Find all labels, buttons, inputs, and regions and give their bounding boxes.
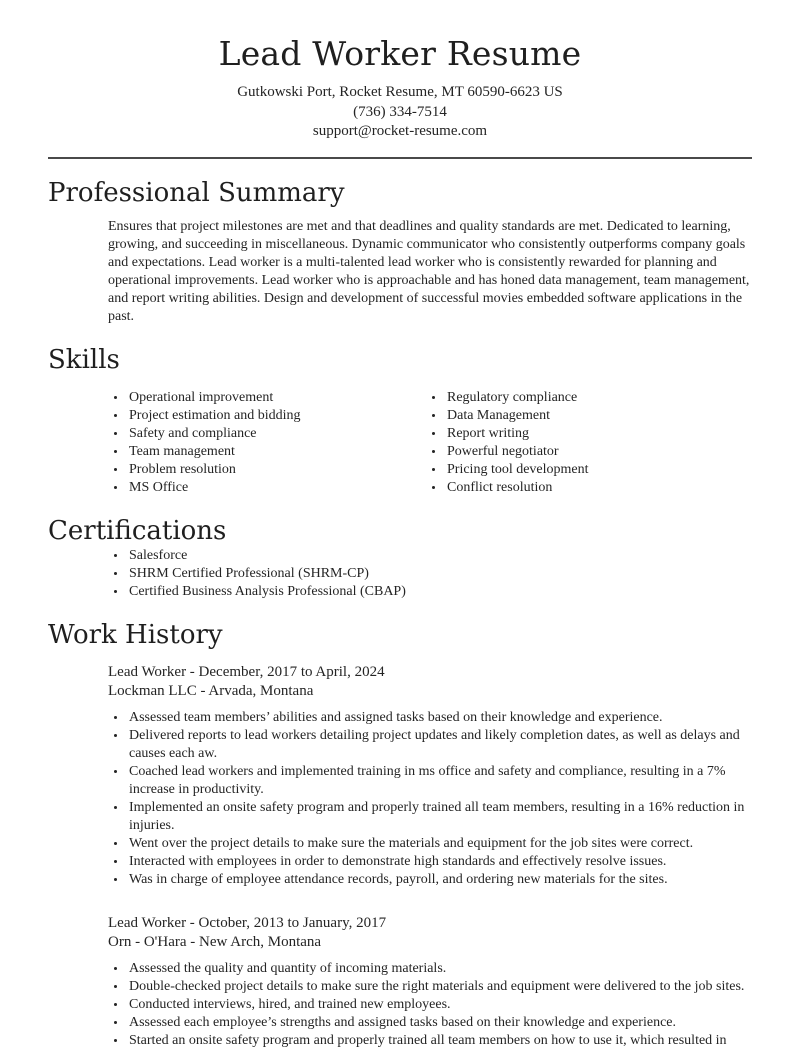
skills-columns <box>48 389 752 497</box>
skills-list-right <box>400 389 752 497</box>
job-entry <box>48 914 752 1050</box>
certification-item: • SHRM Certified Professional (SHRM-CP) <box>127 565 752 583</box>
section-professional-summary <box>48 177 752 326</box>
contact-block <box>48 83 752 142</box>
skill-item: • Project estimation and bidding <box>127 407 400 425</box>
resume-header <box>48 34 752 142</box>
job-bullet: • Delivered reports to lead workers detailing project updates and likely completion dates, as well as delays and causes each aw. <box>127 727 752 763</box>
job-entry <box>48 663 752 889</box>
address-line: Gutkowski Port, Rocket Resume, MT 60590-6623 US <box>237 84 563 100</box>
job-bullet: • Started an onsite safety program and properly trained all team members on how to use it, which resulted in <box>127 1032 752 1050</box>
job-bullet: • Conducted interviews, hired, and trained new employees. <box>127 996 752 1014</box>
job-head <box>108 663 752 701</box>
skill-item: • Team management <box>127 443 400 461</box>
job-company-location: Lockman LLC - Arvada, Montana <box>108 682 314 699</box>
job-bullet: • Coached lead workers and implemented training in ms office and safety and compliance, resulting in a 7% increase in productivity. <box>127 763 752 799</box>
summary-heading: Professional Summary <box>48 177 345 208</box>
job-head <box>108 914 752 952</box>
skill-item: • Operational improvement <box>127 389 400 407</box>
page-title: Lead Worker Resume <box>218 34 582 73</box>
skill-item: • Pricing tool development <box>445 461 752 479</box>
job-bullet: • Implemented an onsite safety program and properly trained all team members, resulting in a 16% reduction in injuries. <box>127 799 752 835</box>
skill-item: • Regulatory compliance <box>445 389 752 407</box>
phone-line: (736) 334-7514 <box>353 103 447 120</box>
job-bullet: • Assessed team members’ abilities and assigned tasks based on their knowledge and experience. <box>127 709 752 727</box>
certifications-list <box>48 547 752 601</box>
skill-item: • Report writing <box>445 425 752 443</box>
summary-paragraph: Ensures that project milestones are met and that deadlines and quality standards are met. Dedicated to learning, growing, and succeeding in miscellaneous. Dynamic communicator who consistently outperforms company goals and expectations. Lead worker is a multi-talented lead worker who is consistently rewarded for planning and operational improvements. Lead worker who is approachable and has honed data management, team management, and report writing abilities. Design and development of successful movies embedded software applications in the past. <box>108 218 750 324</box>
header-divider <box>48 157 752 159</box>
section-skills <box>48 344 752 497</box>
skill-item: • Conflict resolution <box>445 479 752 497</box>
job-bullet: • Went over the project details to make sure the materials and equipment for the job sites were correct. <box>127 835 752 853</box>
certifications-heading: Certifications <box>48 515 227 546</box>
certification-item: • Salesforce <box>127 547 752 565</box>
job-bullet: • Was in charge of employee attendance records, payroll, and ordering new materials for the sites. <box>127 871 752 889</box>
skill-item: • Powerful negotiator <box>445 443 752 461</box>
job-title-dates: Lead Worker - December, 2017 to April, 2024 <box>108 663 385 680</box>
skills-heading: Skills <box>48 344 120 375</box>
job-bullet: • Interacted with employees in order to demonstrate high standards and effectively resolve issues. <box>127 853 752 871</box>
job-bullet: • Double-checked project details to make sure the right materials and equipment were delivered to the job sites. <box>127 978 752 996</box>
job-bullet-list <box>48 709 752 889</box>
skill-item: • Problem resolution <box>127 461 400 479</box>
email-line: support@rocket-resume.com <box>312 123 488 139</box>
certification-item: • Certified Business Analysis Professional (CBAP) <box>127 583 752 601</box>
job-company-location: Orn - O'Hara - New Arch, Montana <box>108 933 322 950</box>
section-certifications <box>48 515 752 601</box>
section-work-history <box>48 619 752 1050</box>
job-bullet: • Assessed the quality and quantity of incoming materials. <box>127 960 752 978</box>
skills-list-left <box>48 389 400 497</box>
skill-item: • MS Office <box>127 479 400 497</box>
skill-item: • Safety and compliance <box>127 425 400 443</box>
work-history-heading: Work History <box>48 619 223 650</box>
job-title-dates: Lead Worker - October, 2013 to January, 2017 <box>108 914 387 931</box>
skill-item: • Data Management <box>445 407 752 425</box>
job-bullet: • Assessed each employee’s strengths and assigned tasks based on their knowledge and experience. <box>127 1014 752 1032</box>
job-bullet-list <box>48 960 752 1050</box>
